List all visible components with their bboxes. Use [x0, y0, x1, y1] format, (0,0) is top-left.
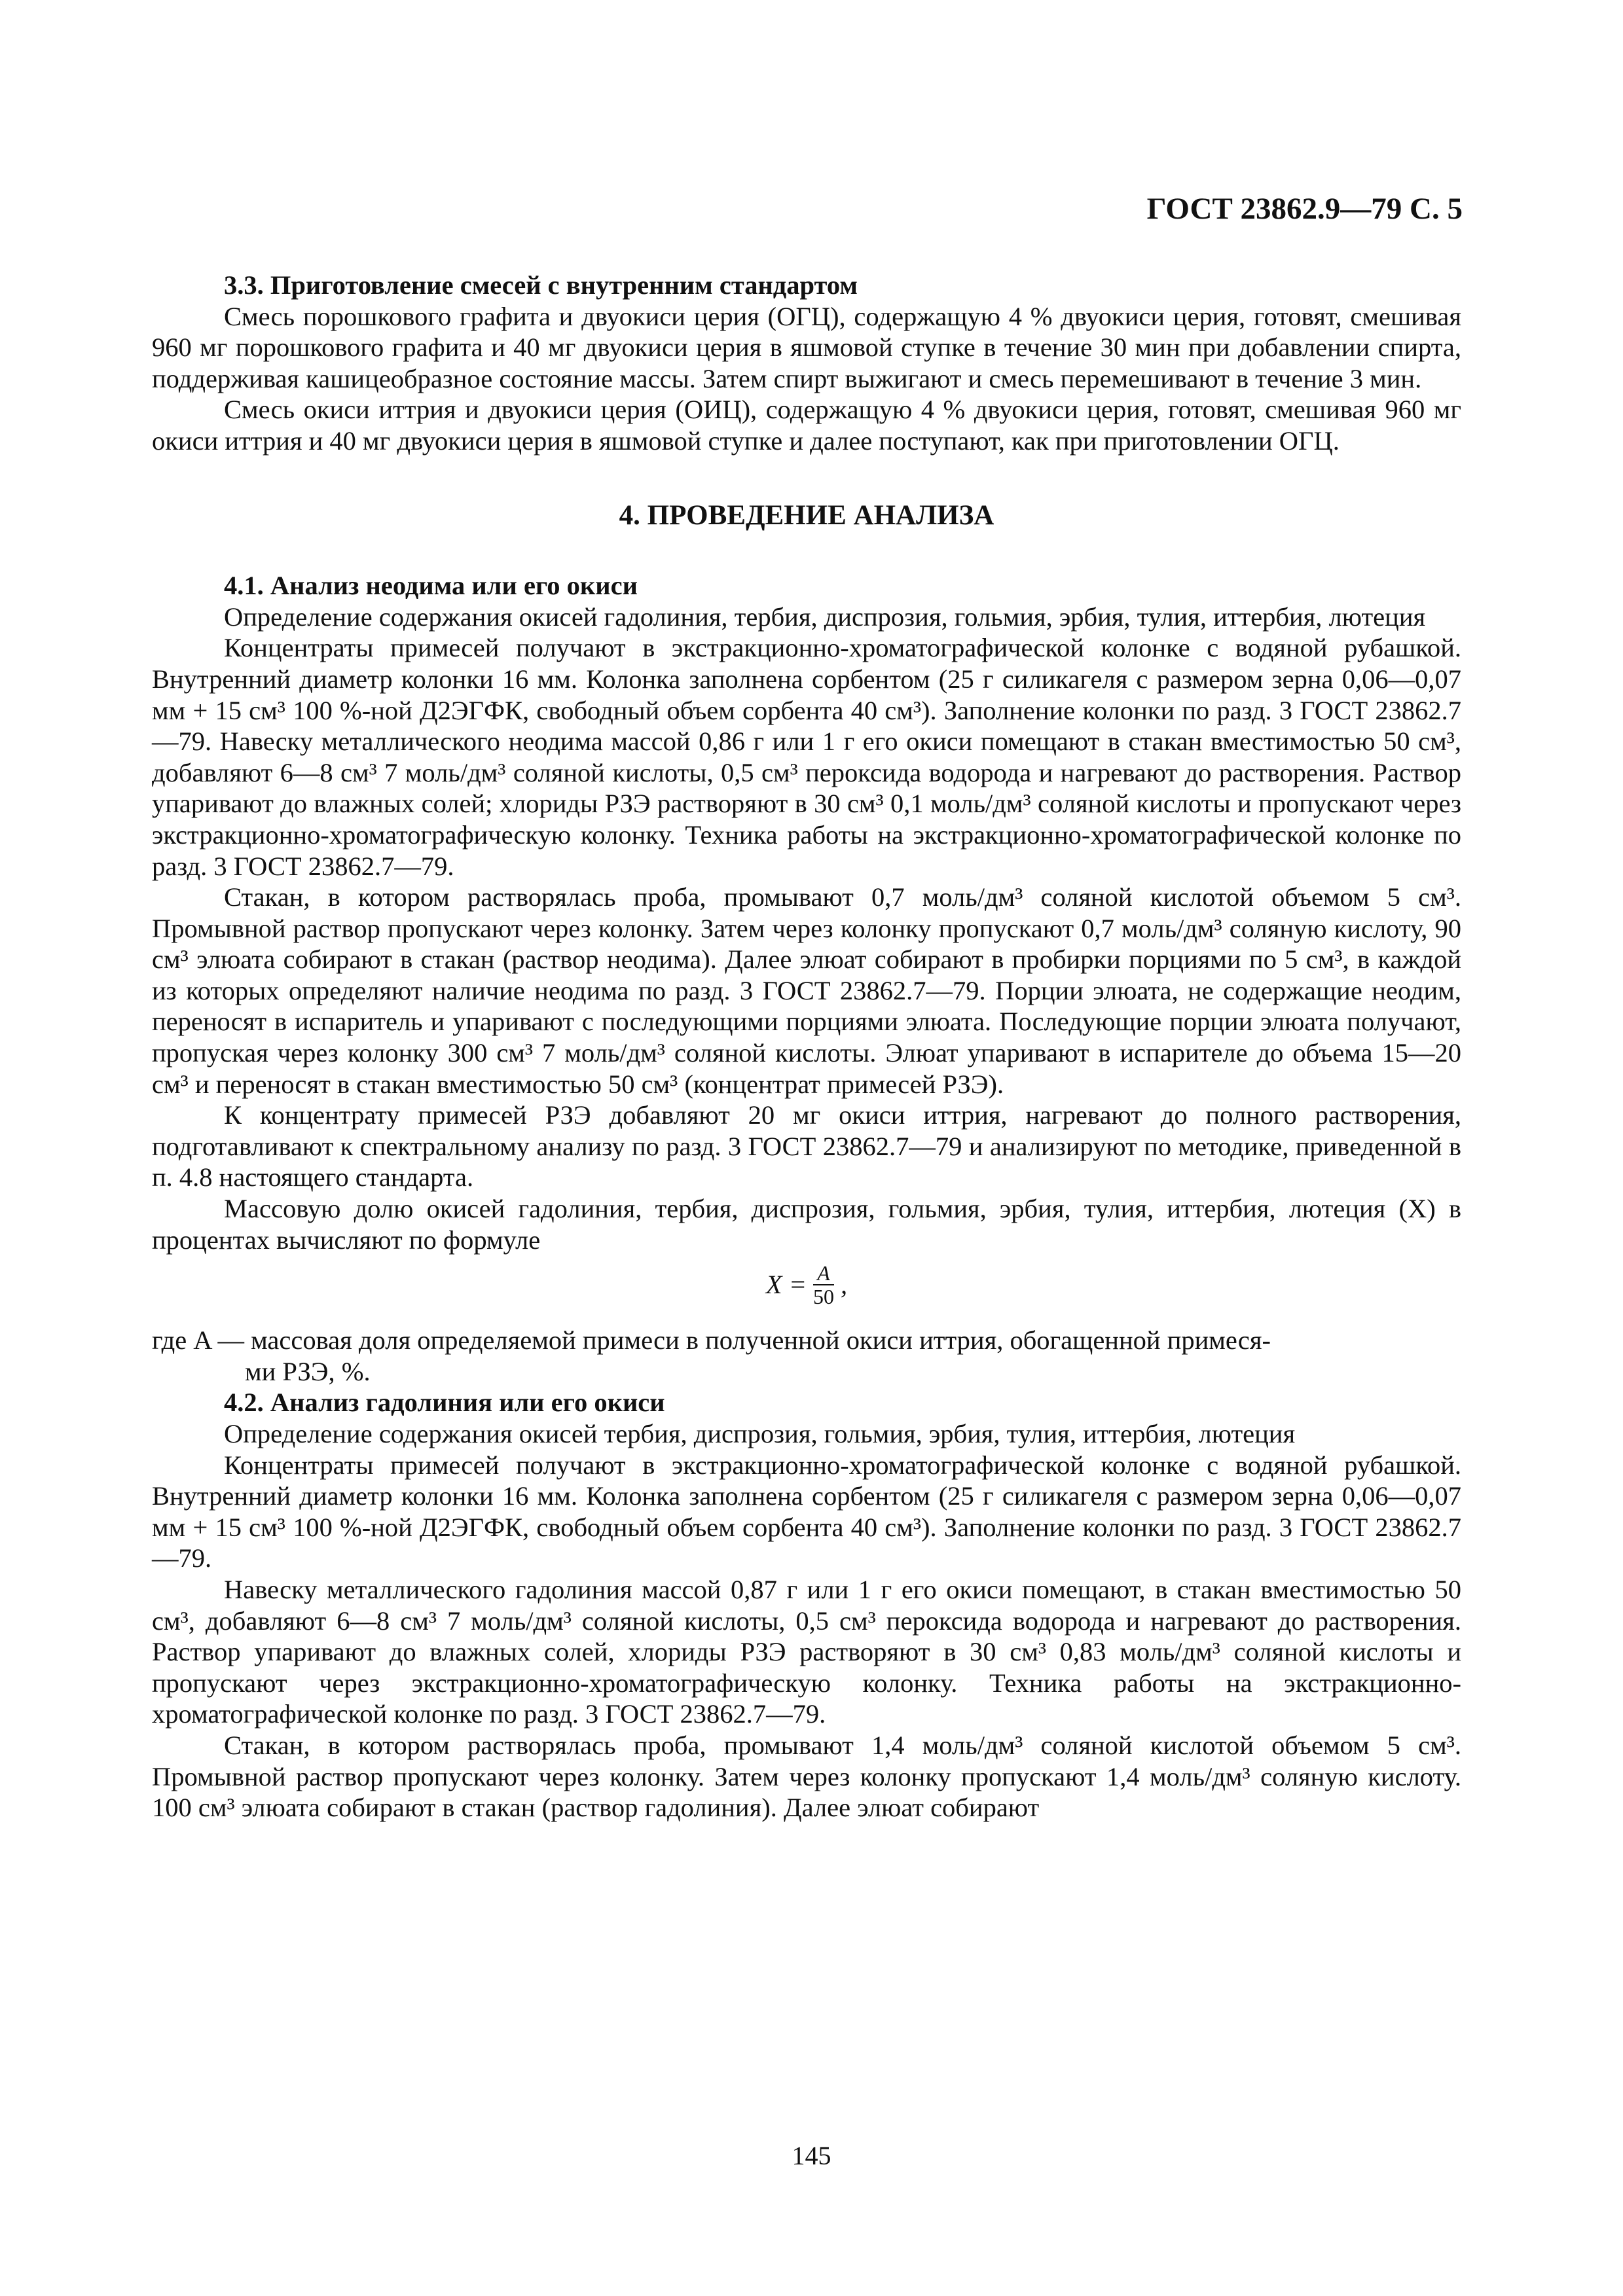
formula-lhs: X =	[765, 1270, 807, 1300]
formula-numerator: A	[813, 1262, 834, 1285]
formula-explanation-continued: ми РЗЭ, %.	[245, 1356, 371, 1386]
section-3-3-heading: 3.3. Приготовление смесей с внутренним стандартом	[224, 270, 858, 300]
document-body	[152, 270, 1461, 1823]
paragraph: Концентраты примесей получают в экстракционно-хроматографической колонке с водяной рубашкой. Внутренний диаметр колонки 16 мм. Колонка заполнена сорбентом (25 г силикагеля с размером зерна 0,06—0,07 мм + 15 см³ 100 %-ной Д2ЭГФК, свободный объем сорбента 40 см³). Заполнение колонки по разд. 3 ГОСТ 23862.7—79.	[152, 1450, 1461, 1573]
paragraph: Определение содержания окисей тербия, диспрозия, гольмия, эрбия, тулия, иттербия, лютеция	[224, 1419, 1296, 1448]
paragraph: Стакан, в котором растворялась проба, промывают 1,4 моль/дм³ соляной кислотой объемом 5 см³. Промывной раствор пропускают через колонку. Затем через колонку пропускают 1,4 моль/дм³ соляную кислоту. 100 см³ элюата собирают в стакан (раствор гадолиния). Далее элюат собирают	[152, 1730, 1461, 1823]
running-head: ГОСТ 23862.9—79 С. 5	[1146, 192, 1463, 226]
page-number: 145	[792, 2141, 831, 2170]
section-4-1-heading: 4.1. Анализ неодима или его окиси	[224, 571, 638, 601]
paragraph: Определение содержания окисей гадолиния, тербия, диспрозия, гольмия, эрбия, тулия, иттербия, лютеция	[224, 601, 1426, 632]
paragraph: Смесь порошкового графита и двуокиси церия (ОГЦ), содержащую 4 % двуокиси церия, готовят, смешивая 960 мг порошкового графита и 40 мг двуокиси церия в яшмовой ступке в течение 30 мин при добавлении спирта, поддерживая кашицеобразное состояние массы. Затем спирт выжигают и смесь перемешивают в течение 3 мин.	[152, 301, 1461, 393]
section-4-title: 4. ПРОВЕДЕНИЕ АНАЛИЗА	[619, 499, 994, 531]
paragraph: Смесь окиси иттрия и двуокиси церия (ОИЦ), содержащую 4 % двуокиси церия, готовят, смешивая 960 мг окиси иттрия и 40 мг двуокиси церия в яшмовой ступке и далее поступают, как при приготовлении ОГЦ.	[152, 395, 1461, 456]
paragraph: Навеску металлического гадолиния массой 0,87 г или 1 г его окиси помещают, в стакан вместимостью 50 см³, добавляют 6—8 см³ 7 моль/дм³ соляной кислоты, 0,5 см³ пероксида водорода и нагревают до растворения. Раствор упаривают до влажных солей, хлориды РЗЭ растворяют в 30 см³ 0,83 моль/дм³ соляной кислоты и пропускают через экстракционно-хроматографическую колонку. Техника работы на экстракционно-хроматографической колонке по разд. 3 ГОСТ 23862.7—79.	[152, 1574, 1461, 1729]
formula	[152, 1262, 1461, 1308]
section-4-2-heading: 4.2. Анализ гадолиния или его окиси	[224, 1388, 665, 1418]
formula-denominator: 50	[813, 1285, 835, 1309]
paragraph: Массовую долю окисей гадолиния, тербия, диспрозия, гольмия, эрбия, тулия, иттербия, лютеция (X) в процентах вычисляют по формуле	[152, 1194, 1461, 1255]
formula-explanation: где A — массовая доля определяемой примеси в полученной окиси иттрия, обогащенной примеся-	[152, 1325, 1271, 1355]
formula-tail: ,	[841, 1270, 848, 1300]
paragraph: Стакан, в котором растворялась проба, промывают 0,7 моль/дм³ соляной кислотой объемом 5 см³. Промывной раствор пропускают через колонку. Затем через колонку пропускают 0,7 моль/дм³ соляную кислоту, 90 см³ элюата собирают в стакан (раствор неодима). Далее элюат собирают в пробирки порциями по 5 см³, в каждой из которых определяют наличие неодима по разд. 3 ГОСТ 23862.7—79. Порции элюата, не содержащие неодим, переносят в испаритель и упаривают с последующими порциями элюата. Последующие порции элюата получают, пропуская через колонку 300 см³ 7 моль/дм³ соляной кислоты. Элюат упаривают в испарителе до объема 15—20 см³ и переносят в стакан вместимостью 50 см³ (концентрат примесей РЗЭ).	[152, 882, 1461, 1099]
formula-fraction	[813, 1262, 834, 1308]
paragraph: К концентрату примесей РЗЭ добавляют 20 мг окиси иттрия, нагревают до полного растворения, подготавливают к спектральному анализу по разд. 3 ГОСТ 23862.7—79 и анализируют по методике, приведенной в п. 4.8 настоящего стандарта.	[152, 1100, 1461, 1193]
paragraph: Концентраты примесей получают в экстракционно-хроматографической колонке с водяной рубашкой. Внутренний диаметр колонки 16 мм. Колонка заполнена сорбентом (25 г силикагеля с размером зерна 0,06—0,07 мм + 15 см³ 100 %-ной Д2ЭГФК, свободный объем сорбента 40 см³). Заполнение колонки по разд. 3 ГОСТ 23862.7—79. Навеску металлического неодима массой 0,86 г или 1 г его окиси помещают в стакан вместимостью 50 см³, добавляют 6—8 см³ 7 моль/дм³ соляной кислоты, 0,5 см³ пероксида водорода и нагревают до растворения. Раствор упаривают до влажных солей; хлориды РЗЭ растворяют в 30 см³ 0,1 моль/дм³ соляной кислоты и пропускают через экстракционно-хроматографическую колонку. Техника работы на экстракционно-хроматографической колонке по разд. 3 ГОСТ 23862.7—79.	[152, 633, 1461, 881]
